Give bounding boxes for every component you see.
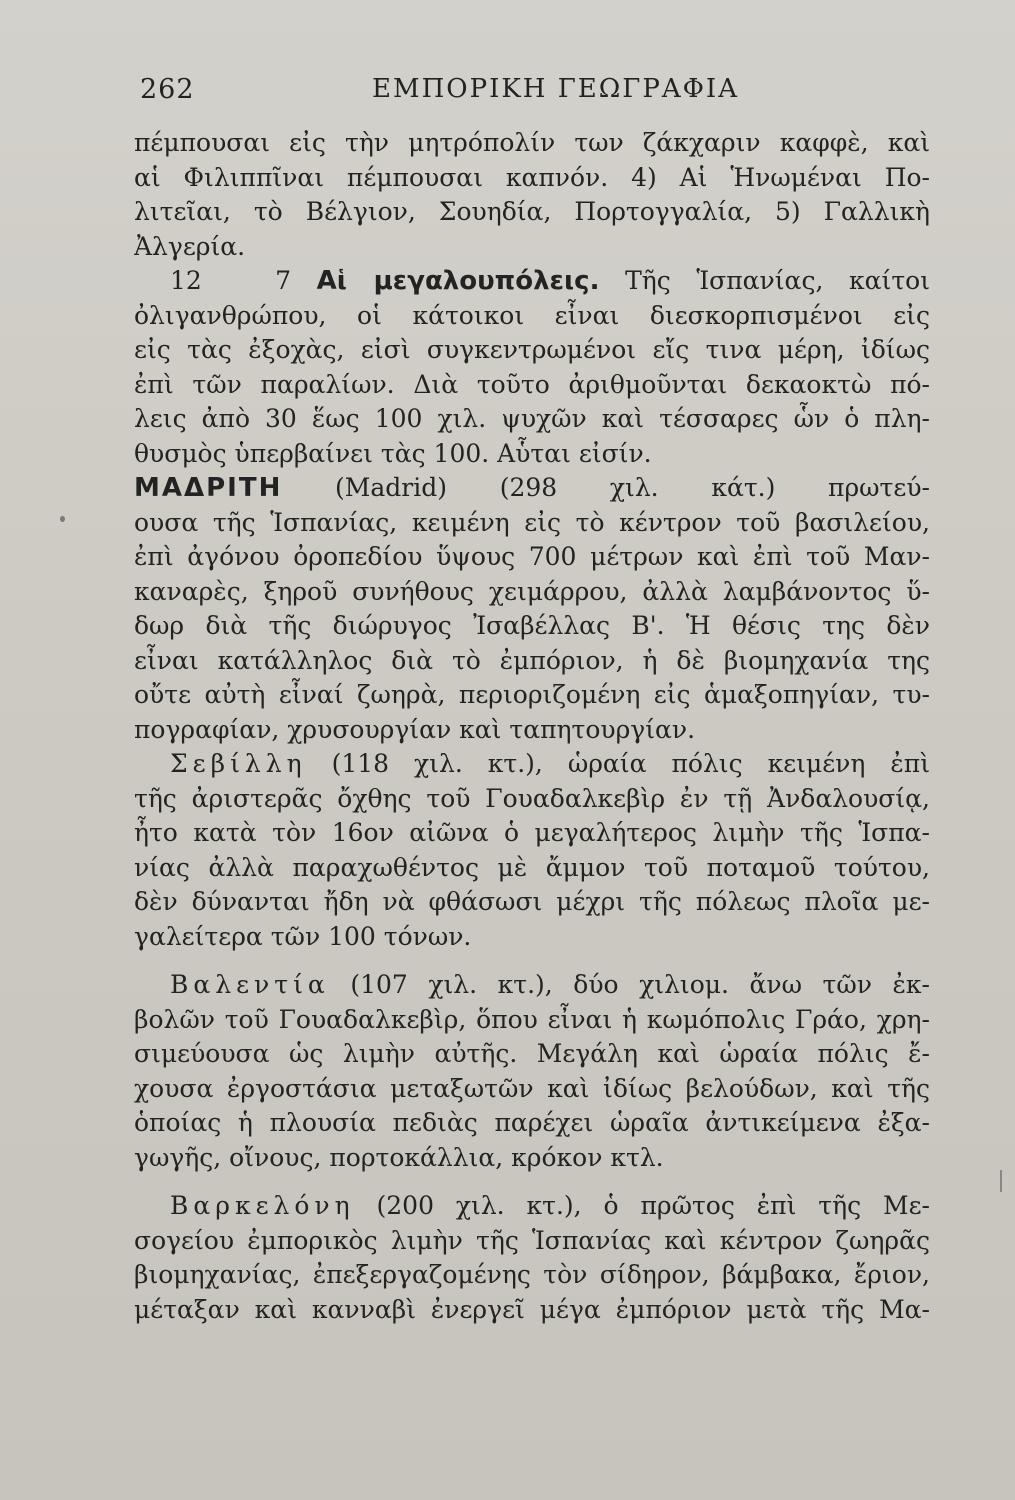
text-line: ἐπὶ ἀγόνου ὀροπεδίου ὕψους 700 μέτρων καὶ ἐπὶ τοῦ Μαν- [134,542,930,571]
text-line: βιομηχανίας, ἐπεξεργαζομένης τὸν σίδηρον, βάμβακα, ἔριον, [134,1260,930,1289]
page-number: 262 [140,74,195,105]
city-heading-barcelona: Βαρκελόνη [170,1191,355,1220]
valencia-text: (107 χιλ. κτ.), δύο χιλιομ. ἄνω τῶν ἐκ- [350,970,930,999]
valencia-first-line [134,968,930,1003]
madrid-first-line [134,471,930,506]
text-line: ὀλιγανθρώπου, οἱ κάτοικοι εἶναι διεσκορπισμένοι εἰς [134,300,930,330]
text-line: ἦτο κατὰ τὸν 16ον αἰῶνα ὁ μεγαλήτερος λιμὴν τῆς Ἱσπα- [134,818,930,847]
section-text: Τῆς Ἱσπανίας, καίτοι [625,266,930,295]
text-line: χουσα ἐργοστάσια μεταξωτῶν καὶ ἰδίως βελούδων, καὶ τῆς [134,1073,930,1103]
edge-mark [1000,1170,1002,1192]
text-line: εἰς τὰς ἐξοχὰς, εἰσὶ συγκεντρωμένοι εἴς τινα μέρη, ἰδίως [134,335,930,364]
barcelona-text: (200 χιλ. κτ.), ὁ πρῶτος ἐπὶ τῆς Με- [376,1191,930,1220]
text-line: βολῶν τοῦ Γουαδαλκεβὶρ, ὅπου εἶναι ἡ κωμόπολις Γράο, χρη- [134,1004,930,1034]
text-line: ὁποίας ἡ πλουσία πεδιὰς παρέχει ὡραῖα ἀντικείμενα ἐξα- [134,1108,930,1137]
city-heading-seville: Σεβίλλη [170,749,307,778]
seville-text: (118 χιλ. κτ.), ὡραία πόλις κειμένη ἐπὶ [331,749,930,778]
text-line: ουσα τῆς Ἱσπανίας, κειμένη εἰς τὸ κέντρον τοῦ βασιλείου, [134,507,930,537]
section-number: 12 [170,266,202,295]
section-heading: Αἱ μεγαλουπόλεις. [316,266,600,296]
section-line [134,264,930,299]
text-line: εἶναι κατάλληλος διὰ τὸ ἐμπόριον, ἡ δὲ βιομηχανία της [134,645,930,675]
text-line: νίας ἀλλὰ παραχωθέντος μὲ ἄμμον τοῦ ποταμοῦ τούτου, [134,852,930,882]
barcelona-first-line [134,1189,930,1224]
text-line: θυσμὸς ὑπερβαίνει τὰς 100. Αὗται εἰσίν. [134,438,652,468]
body-text [134,126,930,1327]
madrid-text: (Madrid) (298 χιλ. κάτ.) πρωτεύ- [335,473,930,502]
text-line: δωρ διὰ τῆς διώρυγος Ἰσαβέλλας Β'. Ἡ θέσις της δὲν [134,611,930,640]
paragraph-gap [134,1175,930,1189]
text-line: σιμεύουσα ὡς λιμὴν αὐτῆς. Μεγάλη καὶ ὡραία πόλις ἔ- [134,1039,930,1068]
text-line: καναρὲς, ξηροῦ συνήθους χειμάρρου, ἀλλὰ λαμβάνοντος ὕ- [134,576,930,606]
city-heading-valencia: Βαλεντία [170,970,330,999]
margin-dot [60,516,65,522]
text-line: λιτεῖαι, τὸ Βέλγιον, Σουηδία, Πορτογγαλία, 5) Γαλλικὴ [134,197,930,226]
section-subnumber: 7 [275,266,291,295]
text-line: δὲν δύνανται ἤδη νὰ φθάσωσι μέχρι τῆς πόλεως πλοῖα με- [134,887,930,916]
text-line: τῆς ἀριστερᾶς ὄχθης τοῦ Γουαδαλκεβὶρ ἐν τῇ Ἀνδαλουσίᾳ, [134,783,930,813]
text-line: ἐπὶ τῶν παραλίων. Διὰ τοῦτο ἀριθμοῦνται δεκαοκτὼ πό- [134,369,930,399]
text-line: πέμπουσαι εἰς τὴν μητρόπολίν των ζάκχαριν καφφὲ, καὶ [134,128,930,157]
text-line: πογραφίαν, χρυσουργίαν καὶ ταπητουργίαν. [134,714,696,744]
text-line: μέταξαν καὶ κανναβὶ ἐνεργεῖ μέγα ἐμπόριον μετὰ τῆς Μα- [134,1294,930,1324]
text-line: γαλείτερα τῶν 100 τόνων. [134,921,472,951]
city-heading-madrid: ΜΑΔΡΙΤΗ [134,473,283,503]
paragraph-gap [134,954,930,968]
text-line: οὔτε αὐτὴ εἶναί ζωηρὰ, περιοριζομένη εἰς ἁμαξοπηγίαν, τυ- [134,680,930,709]
text-line: σογείου ἐμπορικὸς λιμὴν τῆς Ἱσπανίας καὶ κέντρον ζωηρᾶς [134,1225,930,1255]
text-line: αἱ Φιλιππῖναι πέμπουσαι καπνόν. 4) Αἱ Ἡνωμέναι Πο- [134,162,930,192]
running-title: ΕΜΠΟΡΙΚΗ ΓΕΩΓΡΑΦΙΑ [372,74,739,104]
text-line: γωγῆς, οἴνους, πορτοκάλλια, κρόκον κτλ. [134,1142,664,1172]
text-line: λεις ἀπὸ 30 ἕως 100 χιλ. ψυχῶν καὶ τέσσαρες ὧν ὁ πλη- [134,404,930,433]
page-header [140,74,920,114]
text-line: Ἀλγερία. [134,231,246,261]
seville-first-line [134,747,930,782]
